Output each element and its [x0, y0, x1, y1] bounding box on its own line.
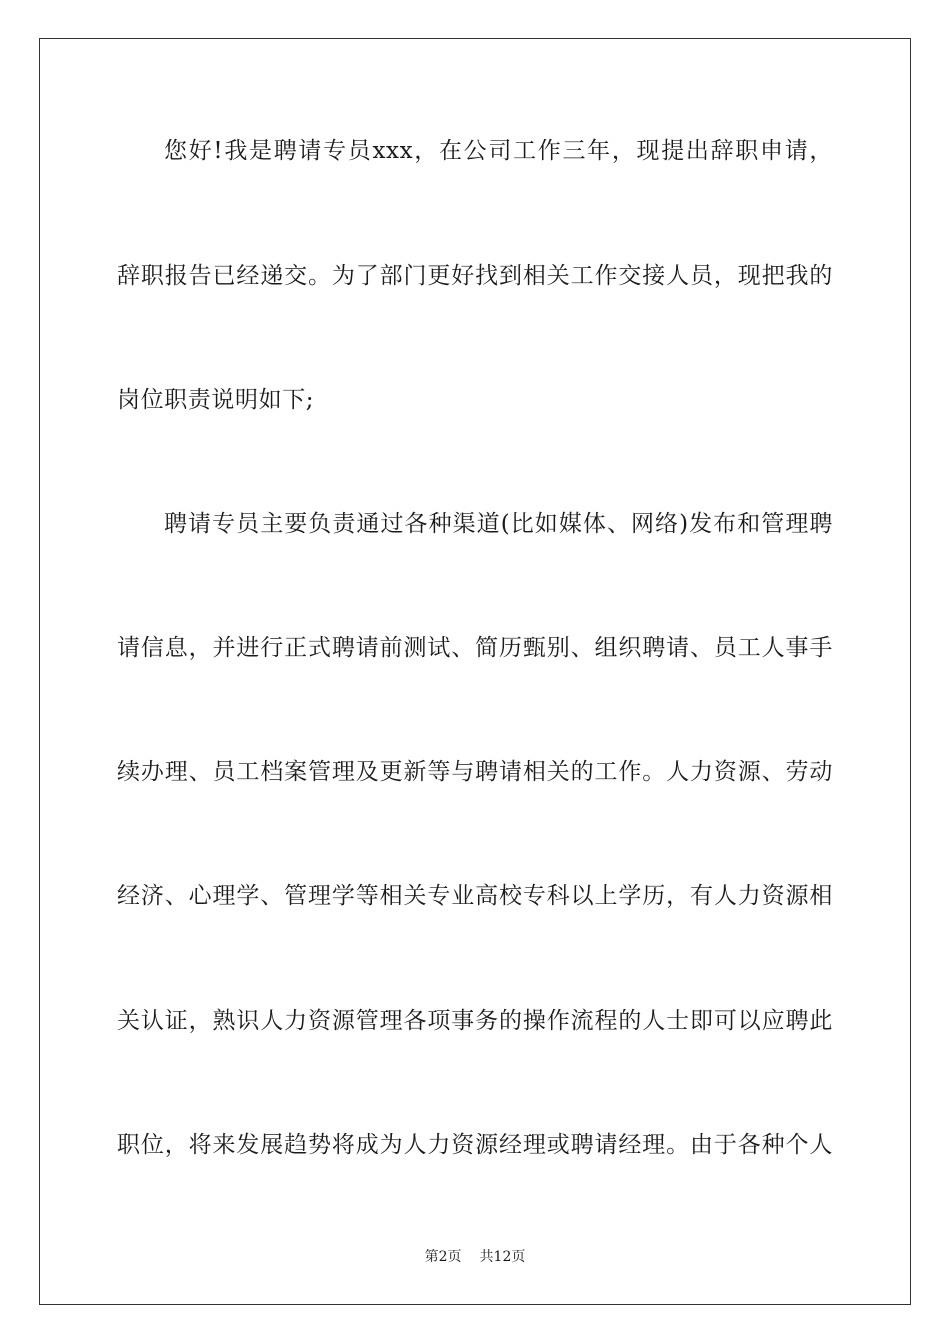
paragraph-line: 关认证，熟识人力资源管理各项事务的操作流程的人士即可以应聘此: [117, 1008, 833, 1034]
paragraph-line: 聘请专员主要负责通过各种渠道(比如媒体、网络)发布和管理聘: [164, 511, 833, 537]
page-border: [39, 38, 911, 1305]
paragraph-line: 续办理、员工档案管理及更新等与聘请相关的工作。人力资源、劳动: [117, 759, 833, 785]
paragraph-line: 辞职报告已经递交。为了部门更好找到相关工作交接人员，现把我的: [117, 263, 833, 289]
paragraph-line: 您好!我是聘请专员xxx，在公司工作三年，现提出辞职申请，: [164, 138, 833, 164]
page-footer: [0, 1248, 950, 1266]
page-number: 第2页: [424, 1249, 462, 1265]
paragraph-line: 岗位职责说明如下;: [117, 387, 315, 413]
page-total: 共12页: [479, 1249, 526, 1265]
paragraph-line: 请信息，并进行正式聘请前测试、简历甄别、组织聘请、员工人事手: [117, 635, 833, 661]
paragraph-line: 职位，将来发展趋势将成为人力资源经理或聘请经理。由于各种个人: [117, 1132, 833, 1158]
paragraph-line: 经济、心理学、管理学等相关专业高校专科以上学历，有人力资源相: [117, 883, 833, 909]
